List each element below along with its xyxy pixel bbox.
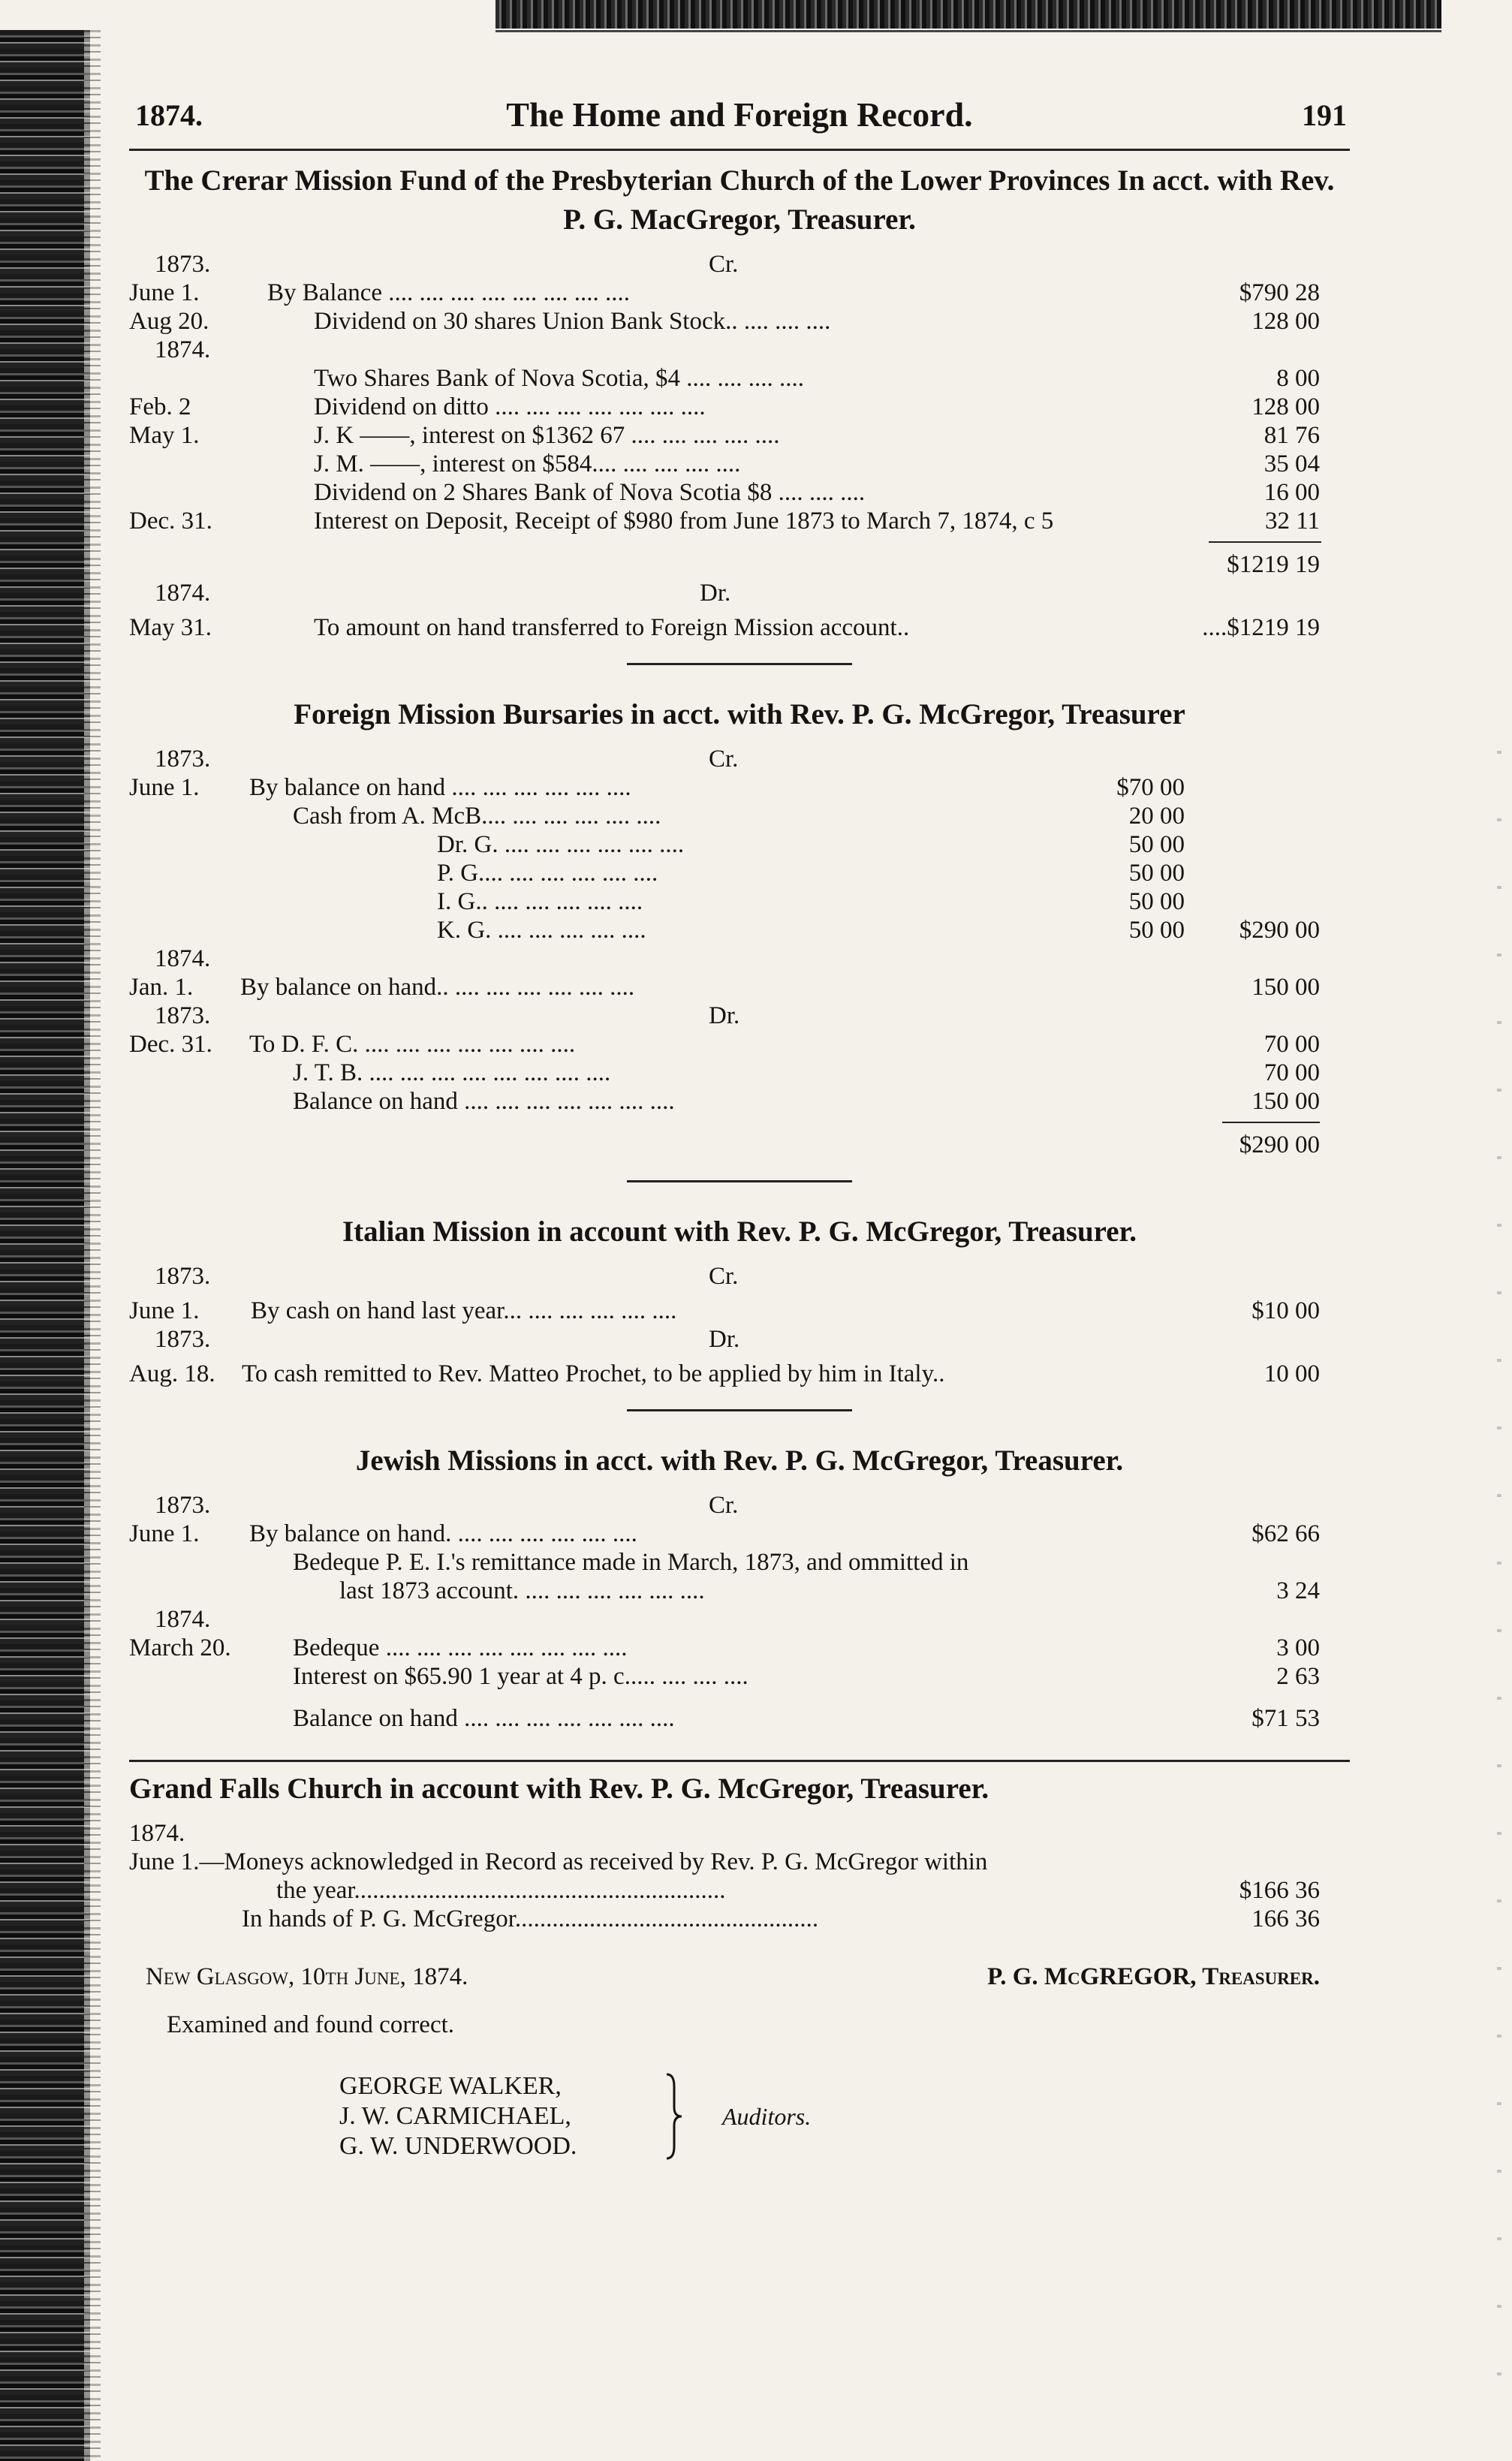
spine-edge-noise xyxy=(84,30,101,2461)
curly-brace xyxy=(662,2071,685,2161)
jewish-title: Jewish Missions in acct. with Rev. P. G. McGregor, Treasurer. xyxy=(355,1444,1124,1477)
entry-date: May 31. xyxy=(129,614,212,641)
cr-label: Cr. xyxy=(709,1263,739,1290)
auditors-label: Auditors. xyxy=(722,2103,812,2130)
crerar-total: $1219 19 xyxy=(1227,551,1320,578)
auditor-name: GEORGE WALKER, xyxy=(339,2072,562,2100)
ledger-row xyxy=(129,773,1350,802)
entry-text: In hands of P. G. McGregor................................................. xyxy=(242,1905,819,1932)
crerar-title: The Crerar Mission Fund of the Presbyterian Church of the Lower Provinces In acct. with Rev. P. G. MacGregor, Treasurer. xyxy=(144,164,1335,236)
entry-amount: 70 00 xyxy=(1264,1059,1320,1086)
entry-date: 1874. xyxy=(155,1606,211,1633)
crerar-dr-row xyxy=(129,613,1350,642)
ledger-row xyxy=(129,1520,1350,1548)
entry-date: Aug 20. xyxy=(129,308,209,335)
year-label: 1873. xyxy=(155,1492,211,1519)
entry-date: 1874. xyxy=(155,336,211,363)
entry-amount: 20 00 xyxy=(1128,803,1185,830)
entry-text: Dividend on 30 shares Union Bank Stock.. .... .... .... xyxy=(314,308,831,335)
ledger-row xyxy=(129,478,1350,507)
entry-amount: 81 76 xyxy=(1264,422,1320,449)
entry-date: June 1. xyxy=(129,1520,200,1547)
entry-text: By cash on hand last year... .... .... .... .... .... xyxy=(251,1297,677,1324)
bursaries-total-row xyxy=(129,1131,1350,1159)
entry-date: June 1. xyxy=(129,1297,200,1324)
grandfalls-title: Grand Falls Church in account with Rev. P. G. McGregor, Treasurer. xyxy=(129,1773,989,1805)
jewish-year-row xyxy=(129,1491,1350,1520)
italian-year-row xyxy=(129,1262,1350,1291)
ledger-row xyxy=(129,1087,1350,1116)
year-label: 1873. xyxy=(155,746,211,773)
entry-text: J. T. B. .... .... .... .... .... .... .... .... xyxy=(293,1059,611,1086)
italian-dr-row xyxy=(129,1360,1350,1388)
entry-text: I. G.. .... .... .... .... .... xyxy=(437,888,643,915)
top-scan-line xyxy=(495,30,1441,32)
entry-text: Interest on Deposit, Receipt of $980 from June 1873 to March 7, 1874, c 5 xyxy=(314,508,1054,535)
entry-amount: 10 00 xyxy=(1264,1360,1320,1387)
cr-label: Cr. xyxy=(709,1492,739,1519)
signature-block xyxy=(129,1963,1350,2011)
entry-text: K. G. .... .... .... .... .... xyxy=(437,917,646,944)
crerar-sum-rule-row xyxy=(129,535,1350,550)
entry-date: Jan. 1. xyxy=(129,974,194,1001)
entry-text: J. M. ——, interest on $584.... .... .... .... .... xyxy=(314,450,741,477)
ledger-row xyxy=(129,307,1350,336)
year-label: 1873. xyxy=(155,1263,211,1290)
entry-text: June 1.—Moneys acknowledged in Record as received by Rev. P. G. McGregor within xyxy=(129,1848,988,1875)
entry-date: June 1. xyxy=(129,774,200,801)
year-label: 1873. xyxy=(155,251,211,278)
entry-text: Balance on hand .... .... .... .... .... .... .... xyxy=(293,1705,675,1732)
entry-amount: $166 36 xyxy=(1239,1877,1320,1904)
entry-amount: $790 28 xyxy=(1239,279,1320,306)
jewish-balance-row xyxy=(129,1704,1350,1733)
entry-amount: 50 00 xyxy=(1128,888,1185,915)
entry-text: last 1873 account. .... .... .... .... .... .... xyxy=(339,1577,705,1604)
entry-amount: $10 00 xyxy=(1251,1297,1320,1324)
section-separator xyxy=(627,663,852,665)
dr-label: Dr. xyxy=(709,1326,740,1353)
entry-text: J. K ——, interest on $1362 67 .... .... .... .... .... xyxy=(314,422,780,449)
cr-label: Cr. xyxy=(709,251,739,278)
ledger-page xyxy=(129,83,1350,2440)
entry-text: Interest on $65.90 1 year at 4 p. c..... .... .... .... xyxy=(293,1663,748,1690)
entry-text: To amount on hand transferred to Foreign Mission account.. xyxy=(314,614,910,641)
section-rule xyxy=(129,1760,1350,1762)
crerar-rows xyxy=(129,279,1350,535)
entry-amount: 50 00 xyxy=(1128,831,1185,858)
bursaries-total: $290 00 xyxy=(1239,1131,1320,1158)
ledger-row xyxy=(129,973,1350,1002)
entry-date: Aug. 18. xyxy=(129,1360,215,1387)
entry-amount: 128 00 xyxy=(1251,393,1320,420)
ledger-row xyxy=(129,802,1350,830)
ledger-row xyxy=(129,859,1350,887)
ledger-row xyxy=(129,1548,1350,1577)
header-rule xyxy=(129,149,1350,151)
ledger-row xyxy=(129,1030,1350,1059)
ledger-row xyxy=(129,393,1350,421)
entry-text: Cash from A. McB.... .... .... .... .... .... xyxy=(293,803,661,830)
ledger-row xyxy=(129,450,1350,478)
entry-date: May 1. xyxy=(129,422,200,449)
entry-date: March 20. xyxy=(129,1634,231,1661)
ledger-row xyxy=(129,364,1350,393)
entry-text: By balance on hand .... .... .... .... .... .... xyxy=(249,774,631,801)
section-separator xyxy=(627,1180,852,1182)
entry-text: By balance on hand. .... .... .... .... .... .... xyxy=(249,1520,637,1547)
entry-amount: 50 00 xyxy=(1128,860,1185,887)
entry-text: Bedeque P. E. I.'s remittance made in March, 1873, and ommitted in xyxy=(293,1549,969,1576)
ledger-row xyxy=(129,336,1350,364)
entry-amount: $62 66 xyxy=(1251,1520,1320,1547)
dr-label: Dr. xyxy=(709,1002,740,1029)
entry-amount: 8 00 xyxy=(1276,365,1320,392)
auditors-list xyxy=(339,2071,677,2161)
italian-dr-year-row xyxy=(129,1325,1350,1354)
year-label: 1873. xyxy=(155,1326,211,1353)
crerar-total-row xyxy=(129,550,1350,579)
entry-text: Balance on hand .... .... .... .... .... .... .... xyxy=(293,1088,675,1115)
jewish-rows xyxy=(129,1520,1350,1691)
entry-text: By Balance .... .... .... .... .... .... .... .... xyxy=(267,279,631,306)
ledger-row xyxy=(129,830,1350,859)
book-spine-shadow xyxy=(0,30,90,2461)
crerar-dr-year-row xyxy=(129,579,1350,607)
italian-title: Italian Mission in account with Rev. P. G. McGregor, Treasurer. xyxy=(342,1215,1137,1248)
bursaries-title: Foreign Mission Bursaries in acct. with Rev. P. G. McGregor, Treasurer xyxy=(294,698,1185,730)
auditor-name: J. W. CARMICHAEL, xyxy=(339,2102,571,2130)
entry-amount: 3 24 xyxy=(1276,1577,1320,1604)
entry-date: 1874. xyxy=(155,945,211,972)
entry-amount: 32 11 xyxy=(1264,508,1320,535)
entry-amount: 50 00 xyxy=(1128,917,1185,944)
ledger-row xyxy=(129,944,1350,973)
entry-date: Dec. 31. xyxy=(129,508,212,535)
grandfalls-line3 xyxy=(129,1905,1350,1933)
entry-amount-total: $290 00 xyxy=(1239,917,1320,944)
top-scan-edge xyxy=(495,0,1441,29)
right-margin-specks xyxy=(1497,751,1501,2440)
ledger-row xyxy=(129,507,1350,535)
entry-amount: 16 00 xyxy=(1264,479,1320,506)
ledger-row xyxy=(129,887,1350,916)
entry-amount: $71 53 xyxy=(1251,1705,1320,1732)
entry-text: the year............................................................ xyxy=(276,1877,726,1904)
entry-amount: 70 00 xyxy=(1264,1031,1320,1058)
ledger-row xyxy=(129,1059,1350,1087)
ledger-row xyxy=(129,1577,1350,1605)
bursaries-rows xyxy=(129,773,1350,1002)
entry-text: Dividend on 2 Shares Bank of Nova Scotia $8 .... .... .... xyxy=(314,479,866,506)
ledger-row xyxy=(129,916,1350,944)
page-header xyxy=(129,83,1350,144)
entry-amount: 35 04 xyxy=(1264,450,1320,477)
ledger-row xyxy=(129,1634,1350,1662)
examined-text: Examined and found correct. xyxy=(167,2011,455,2038)
entry-date: Feb. 2 xyxy=(129,393,191,420)
entry-amount: $70 00 xyxy=(1116,774,1185,801)
place-date: New Glasgow, 10th June, 1874. xyxy=(146,1963,468,1990)
entry-text: Bedeque .... .... .... .... .... .... .... .... xyxy=(293,1634,628,1661)
entry-amount-total: 150 00 xyxy=(1251,974,1320,1001)
grandfalls-year-row xyxy=(129,1819,1350,1848)
cr-label: Cr. xyxy=(709,746,739,773)
examined-line xyxy=(129,2011,1350,2059)
entry-amount: 3 00 xyxy=(1276,1634,1320,1661)
ledger-row xyxy=(129,421,1350,450)
entry-text: To cash remitted to Rev. Matteo Prochet, to be applied by him in Italy.. xyxy=(242,1360,945,1387)
bursaries-year-row xyxy=(129,745,1350,773)
entry-text: Dr. G. .... .... .... .... .... .... xyxy=(437,831,685,858)
entry-date: Dec. 31. xyxy=(129,1031,212,1058)
section-separator xyxy=(627,1409,852,1411)
bursaries-sum-rule-row xyxy=(129,1116,1350,1131)
entry-text: Two Shares Bank of Nova Scotia, $4 .... .... .... .... xyxy=(314,365,805,392)
auditors-block xyxy=(129,2071,1350,2161)
dr-label: Dr. xyxy=(700,580,731,607)
entry-text: Dividend on ditto .... .... .... .... .... .... .... xyxy=(314,393,706,420)
bursaries-dr-rows xyxy=(129,1030,1350,1116)
page-number: 191 xyxy=(1302,98,1347,132)
entry-amount: 128 00 xyxy=(1251,308,1320,335)
sum-rule xyxy=(1222,1122,1320,1123)
entry-amount: 2 63 xyxy=(1276,1663,1320,1690)
entry-amount: ....$1219 19 xyxy=(1202,614,1320,641)
crerar-year-row xyxy=(129,250,1350,279)
grandfalls-line2 xyxy=(129,1876,1350,1905)
italian-cr-row xyxy=(129,1297,1350,1325)
year-label: 1873. xyxy=(155,1002,211,1029)
entry-text: By balance on hand.. .... .... .... .... .... .... xyxy=(240,974,635,1001)
sum-rule xyxy=(1209,541,1321,543)
ledger-row xyxy=(129,1605,1350,1634)
entry-text: To D. F. C. .... .... .... .... .... .... .... xyxy=(249,1031,576,1058)
header-year: 1874. xyxy=(135,98,203,132)
ledger-row xyxy=(129,1662,1350,1691)
grandfalls-line1 xyxy=(129,1848,1350,1876)
entry-amount: 166 36 xyxy=(1251,1905,1320,1932)
journal-title: The Home and Foreign Record. xyxy=(506,95,973,134)
bursaries-dr-year-row xyxy=(129,1002,1350,1030)
entry-date: June 1. xyxy=(129,279,200,306)
treasurer-signature: P. G. McGREGOR, Treasurer. xyxy=(987,1963,1320,1990)
year-label: 1874. xyxy=(155,580,211,607)
entry-amount: 150 00 xyxy=(1251,1088,1320,1115)
ledger-row xyxy=(129,279,1350,307)
year-label: 1874. xyxy=(129,1820,185,1847)
auditor-name: G. W. UNDERWOOD. xyxy=(339,2132,577,2160)
entry-text: P. G.... .... .... .... .... .... xyxy=(437,860,658,887)
